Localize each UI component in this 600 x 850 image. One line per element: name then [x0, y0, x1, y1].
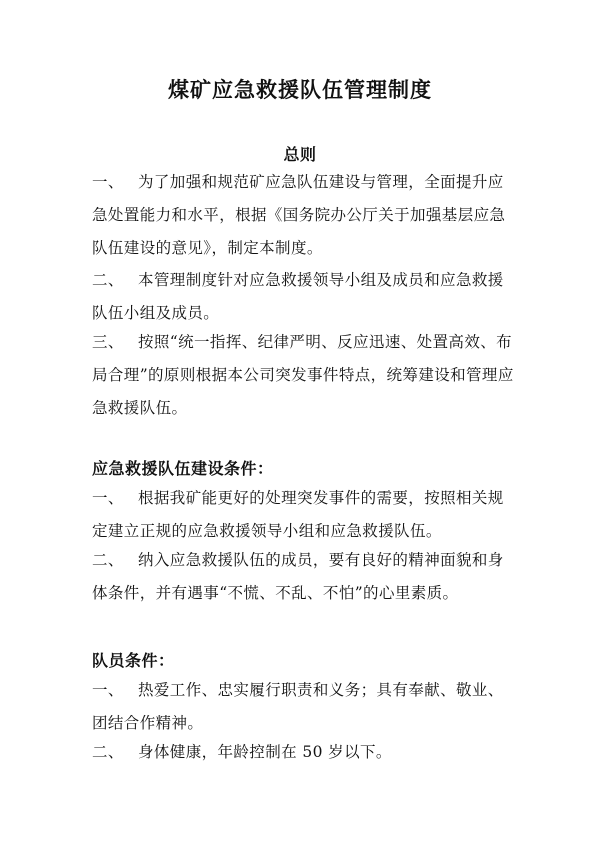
paragraph-member-2 — [92, 736, 518, 769]
paragraph-number: 一、 — [92, 173, 124, 191]
paragraph-text: 根据我矿能更好的处理突发事件的需要，按照相关规定建立正规的应急救援领导小组和应急救援队伍。 — [92, 489, 504, 540]
section-heading-member-requirements: 队员条件： — [92, 651, 175, 670]
paragraph-team-building-2 — [92, 544, 518, 610]
paragraph-general-3 — [92, 326, 518, 425]
paragraph-number: 二、 — [92, 271, 124, 289]
section-heading-general: 总则 — [283, 145, 317, 164]
paragraph-text: 身体健康，年龄控制在 50 岁以下。 — [138, 743, 392, 761]
paragraph-number: 一、 — [92, 489, 124, 507]
paragraph-general-1 — [92, 166, 518, 265]
paragraph-member-1 — [92, 674, 518, 740]
paragraph-text: 纳入应急救援队伍的成员，要有良好的精神面貌和身体条件，并有遇事“不慌、不乱、不怕”的心里素质。 — [92, 551, 504, 602]
paragraph-number: 三、 — [92, 333, 124, 351]
paragraph-text: 为了加强和规范矿应急队伍建设与管理，全面提升应急处置能力和水平，根据《国务院办公厅关于加强基层应急队伍建设的意见》，制定本制度。 — [92, 173, 506, 257]
paragraph-team-building-1 — [92, 482, 518, 548]
paragraph-text: 热爱工作、忠实履行职责和义务；具有奉献、敬业、团结合作精神。 — [92, 681, 504, 732]
paragraph-number: 一、 — [92, 681, 124, 699]
document-title: 煤矿应急救援队伍管理制度 — [168, 77, 432, 102]
paragraph-general-2 — [92, 264, 518, 330]
paragraph-text: 按照“统一指挥、纪律严明、反应迅速、处置高效、布局合理”的原则根据本公司突发事件特点，统筹建设和管理应急救援队伍。 — [92, 333, 514, 417]
paragraph-number: 二、 — [92, 743, 124, 761]
section-heading-team-building: 应急救援队伍建设条件： — [92, 459, 274, 478]
paragraph-number: 二、 — [92, 551, 124, 569]
paragraph-text: 本管理制度针对应急救援领导小组及成员和应急救援队伍小组及成员。 — [92, 271, 504, 322]
